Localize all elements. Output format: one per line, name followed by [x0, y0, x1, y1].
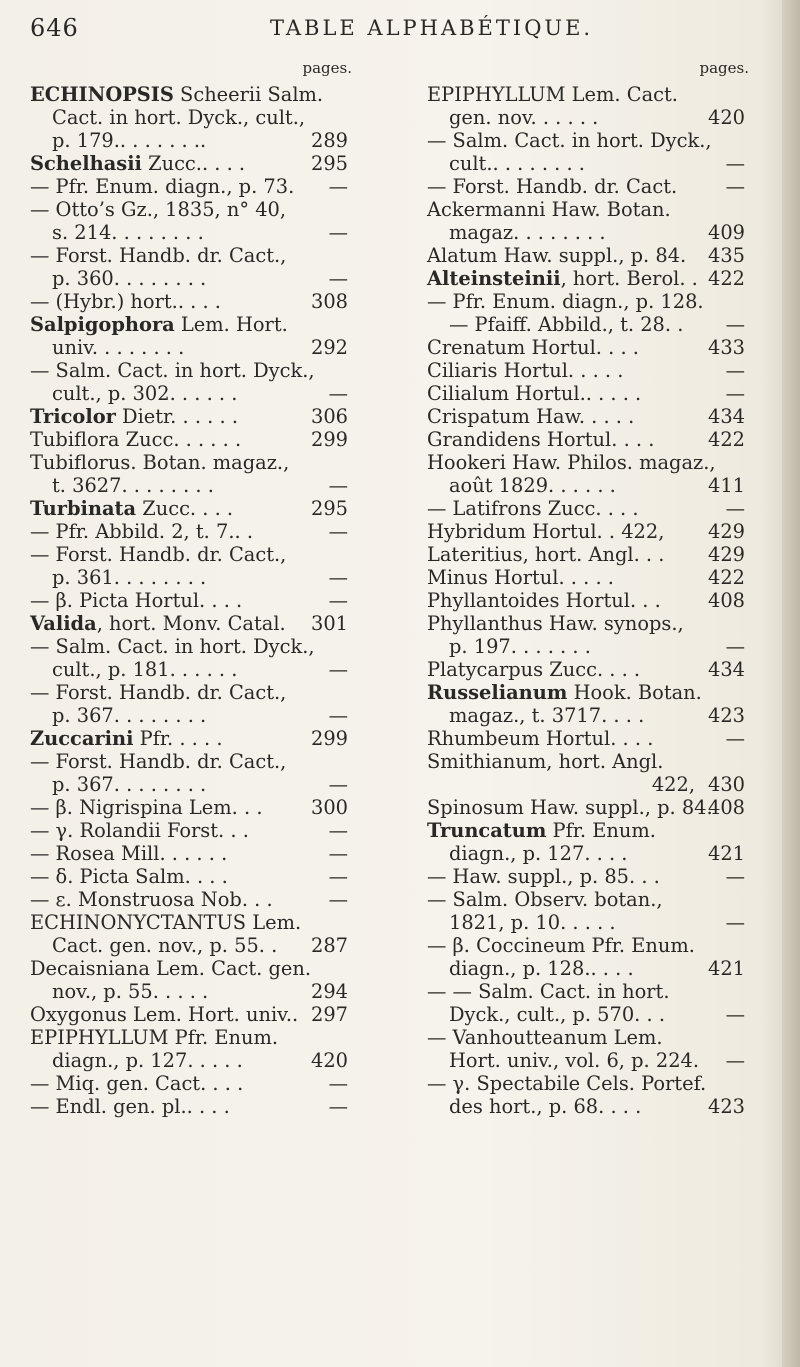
index-entry-text: nov., p. 55. . . . . — [52, 980, 209, 1003]
index-entry-text: Hybridum Hortul. . 422, — [427, 520, 665, 543]
index-line — [30, 129, 348, 152]
index-line — [30, 428, 348, 451]
index-line — [427, 589, 745, 612]
index-line — [427, 382, 745, 405]
index-entry-text: Spinosum Haw. suppl., p. 84. — [427, 796, 713, 819]
index-entry-text: ECHINOPSIS Scheerii Salm. — [30, 83, 324, 106]
index-line — [427, 727, 745, 750]
index-entry-text: Dyck., cult., p. 570. . . — [449, 1003, 666, 1026]
page-reference: — — [328, 842, 348, 865]
index-line — [30, 359, 348, 382]
index-entry-text: Tricolor Dietr. . . . . . — [30, 405, 238, 428]
index-line — [427, 267, 745, 290]
page-reference: — — [328, 1095, 348, 1118]
index-entry-text: Hookeri Haw. Philos. magaz., — [427, 451, 716, 474]
index-entry-text: Cilialum Hortul.. . . . . — [427, 382, 642, 405]
index-line — [427, 543, 745, 566]
running-title: TABLE ALPHABÉTIQUE. — [270, 16, 594, 40]
page-reference: — — [725, 911, 745, 934]
index-line — [30, 1026, 348, 1049]
page-reference: — — [328, 175, 348, 198]
index-entry-text: Russelianum Hook. Botan. — [427, 681, 702, 704]
page-reference: 429 — [707, 520, 745, 543]
index-line — [30, 750, 348, 773]
index-entry-text: — Salm. Cact. in hort. Dyck., — [427, 129, 712, 152]
index-line — [427, 428, 745, 451]
page-reference: 308 — [310, 290, 348, 313]
index-entry-text: diagn., p. 127. . . . . — [52, 1049, 243, 1072]
index-entry-text: — Forst. Handb. dr. Cact. — [427, 175, 678, 198]
index-entry-text: diagn., p. 128.. . . . — [449, 957, 634, 980]
index-entry-text: diagn., p. 127. . . . — [449, 842, 628, 865]
index-line — [427, 681, 745, 704]
index-line — [427, 175, 745, 198]
index-entry-text: — (Hybr.) hort.. . . . — [30, 290, 221, 313]
index-line — [427, 796, 745, 819]
page-reference: 422 — [707, 566, 745, 589]
index-entry-text: Valida, hort. Monv. Catal. — [30, 612, 286, 635]
index-line — [30, 865, 348, 888]
page-reference: 420 — [707, 106, 745, 129]
index-line — [427, 359, 745, 382]
index-entry-text: 1821, p. 10. . . . . — [449, 911, 616, 934]
index-entry-text: p. 197. . . . . . . — [449, 635, 591, 658]
index-line — [30, 83, 348, 106]
index-line — [30, 796, 348, 819]
index-entry-text: p. 367. . . . . . . . — [52, 773, 207, 796]
index-entry-text: — Rosea Mill. . . . . . — [30, 842, 228, 865]
index-entry-text: magaz., t. 3717. . . . — [449, 704, 645, 727]
index-line — [30, 658, 348, 681]
index-line — [427, 704, 745, 727]
index-line — [427, 1003, 745, 1026]
page-reference: 408 — [707, 796, 745, 819]
index-entry-text: Ackermanni Haw. Botan. — [427, 198, 671, 221]
index-entry-text: — β. Picta Hortul. . . . — [30, 589, 243, 612]
index-line — [30, 934, 348, 957]
page-reference: 299 — [310, 428, 348, 451]
page-reference: 421 — [707, 957, 745, 980]
index-line — [30, 152, 348, 175]
index-line — [30, 1072, 348, 1095]
index-line — [427, 152, 745, 175]
page-reference: 435 — [707, 244, 745, 267]
page-reference: — — [328, 221, 348, 244]
index-line — [427, 1049, 745, 1072]
index-line — [30, 773, 348, 796]
index-entry-text: août 1829. . . . . . — [449, 474, 616, 497]
index-line — [30, 681, 348, 704]
index-line — [30, 1095, 348, 1118]
index-entry-text: Truncatum Pfr. Enum. — [427, 819, 656, 842]
index-line — [30, 566, 348, 589]
index-line — [427, 106, 745, 129]
index-entry-text: Minus Hortul. . . . . — [427, 566, 614, 589]
page-reference: 423 — [707, 704, 745, 727]
index-line — [30, 497, 348, 520]
index-line — [30, 842, 348, 865]
index-entry-text: cult.. . . . . . . . — [449, 152, 585, 175]
index-entry-text: — Otto’s Gz., 1835, n° 40, — [30, 198, 287, 221]
pages-column-label: pages. — [302, 59, 352, 77]
index-entry-text: — Endl. gen. pl.. . . . — [30, 1095, 230, 1118]
page-reference: — — [328, 888, 348, 911]
index-line — [30, 221, 348, 244]
index-entry-text: 422, — [651, 773, 695, 796]
index-entry-text: Cact. in hort. Dyck., cult., — [52, 106, 306, 129]
index-entry-text: Lateritius, hort. Angl. . . — [427, 543, 665, 566]
index-line — [30, 382, 348, 405]
index-entry-text: — Haw. suppl., p. 85. . . — [427, 865, 660, 888]
index-entry-text: magaz. . . . . . . . — [449, 221, 606, 244]
index-line — [427, 1095, 745, 1118]
page-reference: — — [725, 1003, 745, 1026]
page-reference: 433 — [707, 336, 745, 359]
page-reference: — — [725, 175, 745, 198]
index-entry-text: Crispatum Haw. . . . . — [427, 405, 635, 428]
index-line — [30, 911, 348, 934]
index-line — [30, 635, 348, 658]
index-entry-text: Phyllantoides Hortul. . . — [427, 589, 661, 612]
index-entry-text: — γ. Spectabile Cels. Portef. — [427, 1072, 707, 1095]
index-entry-text: Zuccarini Pfr. . . . . — [30, 727, 223, 750]
index-entry-text: — Forst. Handb. dr. Cact., — [30, 681, 287, 704]
index-entry-text: EPIPHYLLUM Pfr. Enum. — [30, 1026, 279, 1049]
page-reference: 295 — [310, 152, 348, 175]
page-reference: 297 — [310, 1003, 348, 1026]
page-reference: 429 — [707, 543, 745, 566]
page-reference: 306 — [310, 405, 348, 428]
index-entry-text: p. 179.. . . . . . .. — [52, 129, 207, 152]
index-entry-text: Salpigophora Lem. Hort. — [30, 313, 288, 336]
index-entry-text: Smithianum, hort. Angl. — [427, 750, 664, 773]
index-entry-text: p. 361. . . . . . . . — [52, 566, 207, 589]
page-reference: — — [328, 382, 348, 405]
index-line — [427, 83, 745, 106]
index-line — [427, 336, 745, 359]
index-entry-text: — β. Coccineum Pfr. Enum. — [427, 934, 695, 957]
index-entry-text: des hort., p. 68. . . . — [449, 1095, 642, 1118]
index-line — [427, 290, 745, 313]
index-entry-text: cult., p. 181. . . . . . — [52, 658, 238, 681]
index-line — [427, 1026, 745, 1049]
index-line — [427, 957, 745, 980]
page-reference: 434 — [707, 405, 745, 428]
index-entry-text: Decaisniana Lem. Cact. gen. — [30, 957, 312, 980]
index-line — [427, 980, 745, 1003]
index-entry-text: Grandidens Hortul. . . . — [427, 428, 655, 451]
page-reference: — — [328, 658, 348, 681]
index-entry-text: Ciliaris Hortul. . . . . — [427, 359, 624, 382]
index-entry-text: — Pfr. Enum. diagn., p. 73. — [30, 175, 295, 198]
index-line — [30, 244, 348, 267]
index-entry-text: — ε. Monstruosa Nob. . . — [30, 888, 273, 911]
page-reference: — — [328, 1072, 348, 1095]
page-reference: — — [725, 497, 745, 520]
index-entry-text: Crenatum Hortul. . . . — [427, 336, 639, 359]
index-line — [427, 773, 745, 796]
page-reference: 409 — [707, 221, 745, 244]
index-line — [30, 543, 348, 566]
page-reference: — — [328, 566, 348, 589]
index-line — [30, 1003, 348, 1026]
index-line — [30, 957, 348, 980]
index-line — [427, 451, 745, 474]
index-entry-text: — Forst. Handb. dr. Cact., — [30, 750, 287, 773]
index-entry-text: — Pfaiff. Abbild., t. 28. . — [449, 313, 684, 336]
index-line — [427, 819, 745, 842]
page-reference: 294 — [310, 980, 348, 1003]
page-reference: — — [328, 589, 348, 612]
index-line — [30, 704, 348, 727]
index-line — [30, 198, 348, 221]
index-entry-text: EPIPHYLLUM Lem. Cact. — [427, 83, 678, 106]
index-entry-text: — Pfr. Enum. diagn., p. 128. — [427, 290, 704, 313]
page-reference: 430 — [707, 773, 745, 796]
index-entry-text: t. 3627. . . . . . . . — [52, 474, 214, 497]
page-reference: 411 — [707, 474, 745, 497]
page-reference: — — [328, 704, 348, 727]
index-line — [30, 267, 348, 290]
index-entry-text: gen. nov. . . . . . — [449, 106, 599, 129]
page-reference: — — [328, 819, 348, 842]
page-reference: 408 — [707, 589, 745, 612]
index-line — [427, 635, 745, 658]
index-entry-text: Platycarpus Zucc. . . . — [427, 658, 641, 681]
index-line — [30, 405, 348, 428]
page-number: 646 — [30, 14, 79, 42]
index-line — [427, 129, 745, 152]
index-entry-text: p. 360. . . . . . . . — [52, 267, 207, 290]
page-reference: — — [328, 865, 348, 888]
index-line — [30, 980, 348, 1003]
page-reference: 300 — [310, 796, 348, 819]
index-line — [30, 313, 348, 336]
index-entry-text: — Salm. Observ. botan., — [427, 888, 663, 911]
index-line — [427, 865, 745, 888]
index-line — [427, 750, 745, 773]
page-reference: 289 — [310, 129, 348, 152]
index-entry-text: Hort. univ., vol. 6, p. 224. — [449, 1049, 700, 1072]
index-line — [30, 474, 348, 497]
index-line — [427, 474, 745, 497]
index-entry-text: — δ. Picta Salm. . . . — [30, 865, 228, 888]
index-entry-text: Cact. gen. nov., p. 55. . — [52, 934, 278, 957]
index-entry-text: p. 367. . . . . . . . — [52, 704, 207, 727]
page-reference: 301 — [310, 612, 348, 635]
page-reference: 295 — [310, 497, 348, 520]
index-line — [30, 175, 348, 198]
page-reference: — — [328, 474, 348, 497]
page-reference: 422 — [707, 428, 745, 451]
index-entry-text: Turbinata Zucc. . . . — [30, 497, 234, 520]
page-reference: — — [725, 359, 745, 382]
index-entry-text: Rhumbeum Hortul. . . . — [427, 727, 654, 750]
index-entry-text: univ. . . . . . . . — [52, 336, 185, 359]
index-line — [427, 520, 745, 543]
index-entry-text: — Latifrons Zucc. . . . — [427, 497, 639, 520]
pages-column-label: pages. — [699, 59, 749, 77]
index-entry-text: — γ. Rolandii Forst. . . — [30, 819, 249, 842]
index-line — [30, 290, 348, 313]
index-entry-text: — Salm. Cact. in hort. Dyck., — [30, 635, 315, 658]
index-line — [427, 313, 745, 336]
index-entry-text: — β. Nigrispina Lem. . . — [30, 796, 263, 819]
index-line — [427, 405, 745, 428]
index-line — [427, 566, 745, 589]
page-reference: 287 — [310, 934, 348, 957]
index-entry-text: Tubiflora Zucc. . . . . . — [30, 428, 242, 451]
page-reference: 434 — [707, 658, 745, 681]
index-line — [30, 520, 348, 543]
index-line — [427, 1072, 745, 1095]
index-entry-text: s. 214. . . . . . . . — [52, 221, 204, 244]
index-entry-text: Phyllanthus Haw. synops., — [427, 612, 684, 635]
index-entry-text: Oxygonus Lem. Hort. univ.. — [30, 1003, 299, 1026]
index-line — [30, 451, 348, 474]
page-reference: 422 — [707, 267, 745, 290]
index-line — [30, 819, 348, 842]
index-entry-text: — Forst. Handb. dr. Cact., — [30, 543, 287, 566]
index-entry-text: Schelhasii Zucc.. . . . — [30, 152, 246, 175]
page-reference: — — [725, 1049, 745, 1072]
index-column-left — [30, 59, 352, 1118]
index-line — [30, 727, 348, 750]
index-line — [427, 612, 745, 635]
index-line — [30, 589, 348, 612]
index-entry-text: — Miq. gen. Cact. . . . — [30, 1072, 244, 1095]
page-reference: — — [725, 313, 745, 336]
index-line — [30, 612, 348, 635]
page-reference: — — [725, 727, 745, 750]
index-entry-text: Tubiflorus. Botan. magaz., — [30, 451, 290, 474]
page-reference: — — [725, 382, 745, 405]
index-column-right — [427, 59, 749, 1118]
page-reference: 420 — [310, 1049, 348, 1072]
page-reference: — — [328, 773, 348, 796]
page-reference: 421 — [707, 842, 745, 865]
index-entry-text: — Salm. Cact. in hort. Dyck., — [30, 359, 315, 382]
page-reference: 299 — [310, 727, 348, 750]
index-entry-text: — Forst. Handb. dr. Cact., — [30, 244, 287, 267]
index-entry-text: ECHINONYCTANTUS Lem. — [30, 911, 302, 934]
page-reference: — — [328, 267, 348, 290]
index-entry-text: Alatum Haw. suppl., p. 84. — [427, 244, 687, 267]
index-line — [30, 336, 348, 359]
index-line — [427, 911, 745, 934]
index-line — [30, 106, 348, 129]
index-line — [427, 244, 745, 267]
index-line — [30, 1049, 348, 1072]
page-reference: 423 — [707, 1095, 745, 1118]
index-entry-text: — Pfr. Abbild. 2, t. 7.. . — [30, 520, 253, 543]
index-line — [427, 842, 745, 865]
index-line — [30, 888, 348, 911]
index-line — [427, 221, 745, 244]
index-entry-text: — — Salm. Cact. in hort. — [427, 980, 670, 1003]
index-line — [427, 934, 745, 957]
page-reference: 292 — [310, 336, 348, 359]
page-reference: — — [725, 865, 745, 888]
index-entry-text: Alteinsteinii, hort. Berol. . — [427, 267, 698, 290]
index-entry-text: — Vanhoutteanum Lem. — [427, 1026, 663, 1049]
page-reference: — — [725, 635, 745, 658]
running-header — [30, 8, 770, 48]
index-line — [427, 888, 745, 911]
index-line — [427, 497, 745, 520]
index-line — [427, 198, 745, 221]
page-reference: — — [328, 520, 348, 543]
index-entry-text: cult., p. 302. . . . . . — [52, 382, 238, 405]
page-reference: — — [725, 152, 745, 175]
page-edge-shadow — [782, 0, 800, 1367]
index-line — [427, 658, 745, 681]
